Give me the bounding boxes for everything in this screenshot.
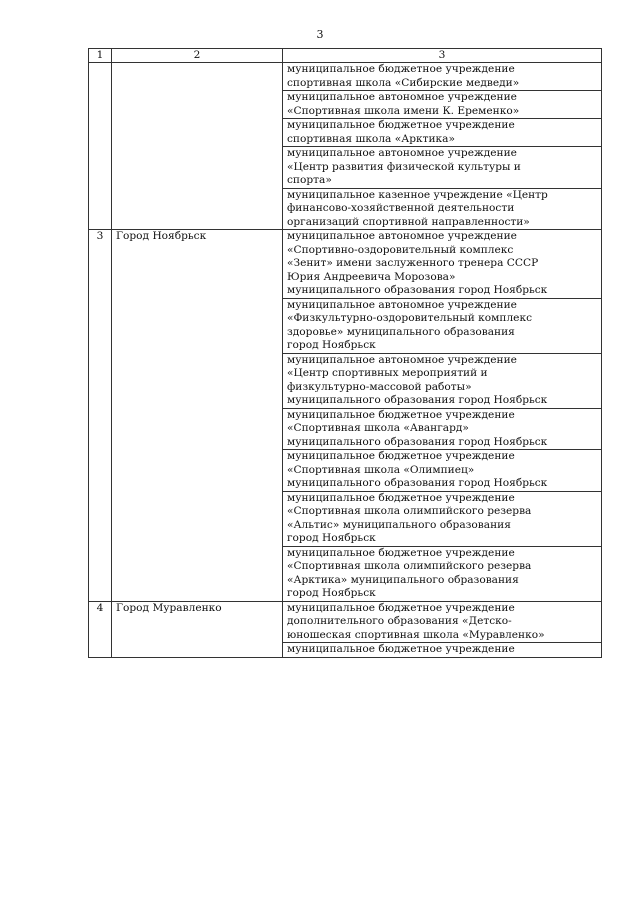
row-number: [89, 147, 112, 189]
city-cell: [112, 63, 283, 91]
table-row: [89, 546, 602, 601]
organization-line: муниципальное автономное учреждение: [287, 230, 517, 242]
row-number: [89, 91, 112, 119]
organization-line: муниципального образования город Ноябрьск: [287, 435, 548, 448]
organization-line: муниципальное бюджетное учреждение: [287, 119, 515, 131]
row-number: [89, 119, 112, 147]
organization-line: муниципальное бюджетное учреждение: [287, 491, 515, 504]
table-row: [89, 491, 602, 546]
table-body: [89, 63, 602, 658]
table-row: [89, 91, 602, 119]
page-number: 3: [316, 28, 324, 41]
row-number: [89, 63, 112, 91]
organization-line: муниципальное бюджетное учреждение: [287, 643, 515, 655]
row-number: 3: [89, 230, 112, 299]
organization-cell: [283, 230, 602, 299]
city-cell: [112, 450, 283, 492]
organization-line: физкультурно-массовой работы»: [287, 380, 472, 393]
city-cell: [112, 491, 283, 546]
table-row: [89, 188, 602, 230]
header-col-1: 1: [89, 49, 112, 63]
organization-line: муниципальное бюджетное учреждение: [287, 450, 515, 462]
organization-line: «Центр развития физической культуры и: [287, 160, 521, 173]
organization-line: спортивная школа «Сибирские медведи»: [287, 76, 520, 89]
table-row: [89, 601, 602, 643]
table-row: [89, 230, 602, 299]
row-number: [89, 298, 112, 353]
table-row: [89, 298, 602, 353]
organization-cell: [283, 353, 602, 408]
organization-line: муниципальное бюджетное учреждение: [287, 546, 515, 559]
city-cell: [112, 408, 283, 450]
organization-line: муниципальное бюджетное учреждение: [287, 408, 515, 421]
city-cell: [112, 119, 283, 147]
table-header: [89, 49, 602, 63]
organization-line: муниципальное бюджетное учреждение: [287, 601, 515, 614]
organization-cell: [283, 119, 602, 147]
row-number: [89, 353, 112, 408]
organization-cell: [283, 188, 602, 230]
organization-cell: [283, 298, 602, 353]
organization-line: организаций спортивной направленности»: [287, 215, 530, 228]
row-number: [89, 450, 112, 492]
row-number: [89, 491, 112, 546]
organization-line: «Спортивная школа «Авангард»: [287, 422, 469, 434]
organization-cell: [283, 91, 602, 119]
row-number: 4: [89, 601, 112, 643]
organization-line: муниципальное автономное учреждение: [287, 353, 517, 366]
organization-line: «Спортивная школа олимпийского резерва: [287, 560, 532, 572]
city-cell: [112, 643, 283, 658]
organization-line: муниципальное автономное учреждение: [287, 91, 517, 103]
header-col-3: 3: [283, 49, 602, 63]
organization-line: юношеская спортивная школа «Муравленко»: [287, 628, 545, 641]
organization-line: муниципального образования город Ноябрьск: [287, 394, 548, 406]
organization-line: спортивная школа «Арктика»: [287, 132, 455, 145]
organization-line: муниципального образования город Ноябрьск: [287, 284, 548, 296]
organization-line: финансово-хозяйственной деятельности: [287, 202, 515, 214]
city-cell: [112, 546, 283, 601]
organization-line: город Ноябрьск: [287, 587, 376, 599]
organization-line: муниципальное автономное учреждение: [287, 147, 517, 159]
organization-line: город Ноябрьск: [287, 339, 376, 351]
city-cell: [112, 91, 283, 119]
organization-line: город Ноябрьск: [287, 532, 376, 544]
row-number: [89, 546, 112, 601]
organization-cell: [283, 408, 602, 450]
organization-line: «Физкультурно-оздоровительный комплекс: [287, 312, 533, 324]
table-row: [89, 147, 602, 189]
organization-line: «Зенит» имени заслуженного тренера СССР: [287, 257, 539, 269]
header-col-2: 2: [112, 49, 283, 63]
organization-cell: [283, 147, 602, 189]
table-row: [89, 643, 602, 658]
table-row: [89, 63, 602, 91]
table-row: [89, 408, 602, 450]
organization-line: «Альтис» муниципального образования: [287, 518, 511, 531]
organization-cell: [283, 491, 602, 546]
organizations-table: [88, 48, 602, 658]
row-number: [89, 188, 112, 230]
header-row: [89, 49, 602, 63]
organization-line: Юрия Андреевича Морозова»: [287, 270, 456, 283]
organization-cell: [283, 546, 602, 601]
organization-line: «Спортивно-оздоровительный комплекс: [287, 243, 514, 256]
city-cell: [112, 188, 283, 230]
table-row: [89, 119, 602, 147]
city-cell: [112, 147, 283, 189]
organization-cell: [283, 450, 602, 492]
organization-line: «Арктика» муниципального образования: [287, 573, 519, 586]
organization-line: муниципальное бюджетное учреждение: [287, 63, 515, 75]
city-cell: Город Муравленко: [112, 601, 283, 643]
table-row: [89, 450, 602, 492]
organization-line: «Спортивная школа «Олимпиец»: [287, 463, 475, 476]
city-cell: Город Ноябрьск: [112, 230, 283, 299]
city-cell: [112, 298, 283, 353]
row-number: [89, 408, 112, 450]
organization-line: «Спортивная школа имени К. Еременко»: [287, 104, 520, 117]
table-row: [89, 353, 602, 408]
organization-line: муниципального образования город Ноябрьск: [287, 477, 548, 489]
organization-line: «Спортивная школа олимпийского резерва: [287, 505, 532, 517]
organization-line: муниципальное автономное учреждение: [287, 298, 517, 311]
organization-line: дополнительного образования «Детско-: [287, 615, 512, 627]
organization-line: спорта»: [287, 174, 332, 186]
row-number: [89, 643, 112, 658]
city-cell: [112, 353, 283, 408]
organization-line: муниципальное казенное учреждение «Центр: [287, 188, 548, 201]
organization-line: здоровье» муниципального образования: [287, 325, 515, 338]
organization-line: «Центр спортивных мероприятий и: [287, 367, 488, 379]
organization-cell: [283, 601, 602, 643]
organization-cell: [283, 63, 602, 91]
organization-cell: [283, 643, 602, 658]
